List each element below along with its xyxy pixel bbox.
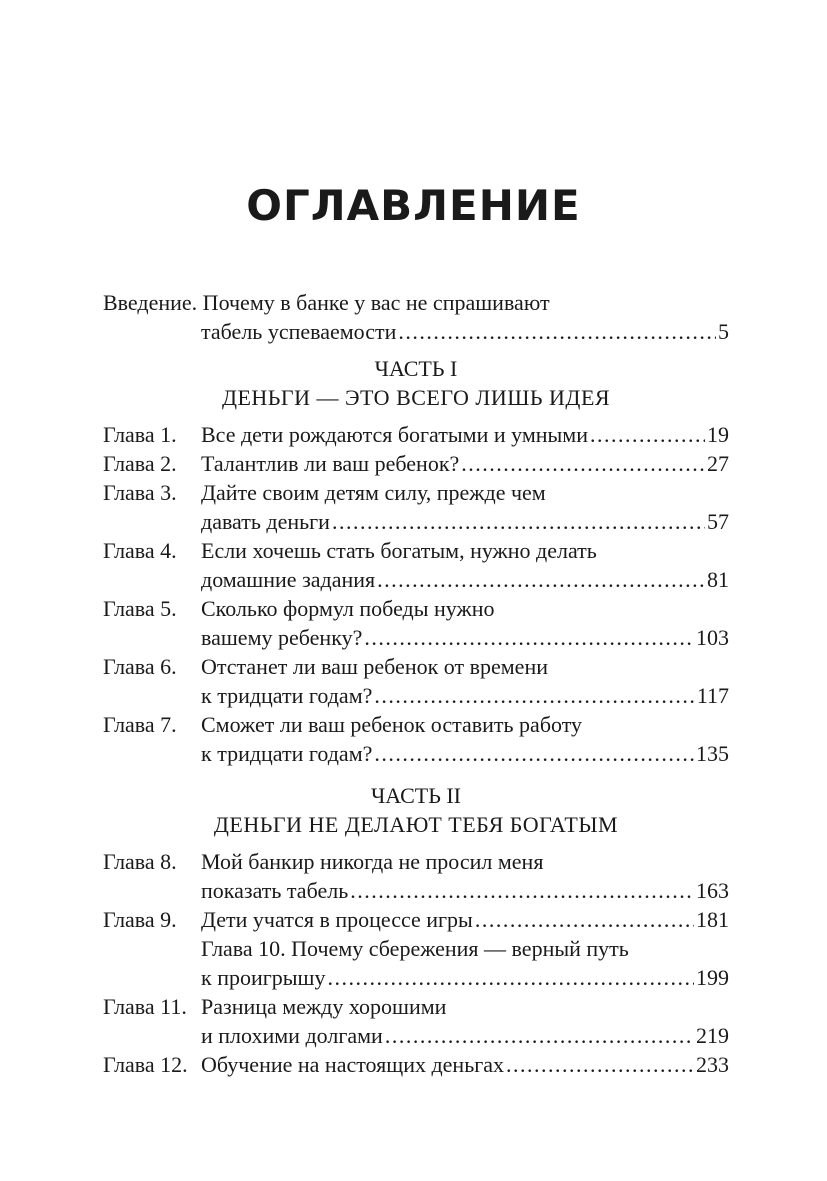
chapter-label: Глава 12.	[103, 1052, 188, 1077]
toc-entry-title-cont: показать табель	[201, 878, 349, 903]
toc-entry-title: Талантлив ли ваш ребенок?	[201, 451, 460, 476]
toc-entry-title: Дайте своим детям силу, прежде чем	[201, 480, 546, 505]
toc-page-number: 163	[696, 878, 729, 903]
page-title: ОГЛАВЛЕНИЕ	[246, 181, 581, 230]
toc-entry-chapter[interactable]	[103, 1050, 729, 1079]
leader-dots	[590, 420, 705, 449]
toc-entry-chapter[interactable]	[103, 536, 729, 594]
toc-entry-title-cont: табель успеваемости	[201, 319, 397, 344]
part-number: ЧАСТЬ II	[371, 783, 461, 808]
leader-dots	[385, 1021, 694, 1050]
leader-dots	[377, 565, 705, 594]
toc-entry-title-cont: к тридцати годам?	[201, 741, 373, 766]
toc-entry-title: Введение. Почему в банке у вас не спрашивают	[103, 290, 550, 315]
toc-page-number: 199	[696, 965, 729, 990]
part-title: ДЕНЬГИ — ЭТО ВСЕГО ЛИШЬ ИДЕЯ	[221, 385, 611, 410]
toc-page-number: 135	[696, 741, 729, 766]
chapter-label: Глава 5.	[103, 596, 177, 621]
toc-entry-title-cont: и плохими долгами	[201, 1023, 383, 1048]
toc-page-number: 27	[707, 451, 729, 476]
toc-entry-title-cont: к проигрышу	[201, 965, 326, 990]
toc-entry-chapter[interactable]	[103, 420, 729, 449]
leader-dots	[374, 739, 694, 768]
toc-page-number: 57	[707, 509, 729, 534]
toc-page-number: 81	[707, 567, 729, 592]
toc-entry-intro[interactable]	[103, 288, 729, 346]
leader-dots	[364, 623, 694, 652]
toc-entry-chapter[interactable]	[103, 478, 729, 536]
part-number: ЧАСТЬ I	[374, 356, 458, 381]
leader-dots	[350, 876, 694, 905]
chapter-label: Глава 9.	[103, 907, 177, 932]
toc-page-number: 19	[707, 422, 729, 447]
leader-dots	[506, 1050, 694, 1079]
toc-page-number: 103	[696, 625, 729, 650]
toc-entry-title: Сможет ли ваш ребенок оставить работу	[201, 712, 583, 737]
toc-entry-chapter[interactable]	[103, 934, 729, 992]
chapter-label: Глава 1.	[103, 422, 177, 447]
toc-entry-title: Если хочешь стать богатым, нужно делать	[201, 538, 597, 563]
toc-entry-title: Глава 10. Почему сбережения — верный путь	[201, 936, 629, 961]
table-of-contents	[103, 288, 729, 1079]
leader-dots	[327, 963, 694, 992]
toc-page-number: 117	[696, 683, 729, 708]
toc-entry-title-cont: вашему ребенку?	[201, 625, 363, 650]
leader-dots	[398, 317, 716, 346]
toc-entry-chapter[interactable]	[103, 847, 729, 905]
toc-page-number: 219	[696, 1023, 729, 1048]
leader-dots	[332, 507, 705, 536]
toc-entry-title: Все дети рождаются богатыми и умными	[201, 422, 588, 447]
toc-entry-title: Дети учатся в процессе игры	[201, 907, 473, 932]
toc-entry-title: Сколько формул победы нужно	[201, 596, 495, 621]
part-heading	[103, 781, 729, 839]
toc-page-number: 233	[696, 1052, 729, 1077]
part-title: ДЕНЬГИ НЕ ДЕЛАЮТ ТЕБЯ БОГАТЫМ	[213, 812, 619, 837]
toc-entry-title: Обучение на настоящих деньгах	[201, 1052, 505, 1077]
toc-entry-chapter[interactable]	[103, 905, 729, 934]
toc-entry-line	[103, 288, 729, 317]
toc-entry-title: Разница между хорошими	[201, 994, 447, 1019]
toc-entry-chapter[interactable]	[103, 652, 729, 710]
chapter-label: Глава 3.	[103, 480, 177, 505]
leader-dots	[475, 905, 694, 934]
chapter-label: Глава 6.	[103, 654, 177, 679]
chapter-label: Глава 11.	[103, 994, 187, 1019]
toc-page-number: 5	[718, 319, 729, 344]
chapter-label: Глава 8.	[103, 849, 177, 874]
toc-entry-chapter[interactable]	[103, 710, 729, 768]
leader-dots	[461, 449, 705, 478]
toc-entry-title-cont: к тридцати годам?	[201, 683, 373, 708]
toc-entry-title: Мой банкир никогда не просил меня	[201, 849, 544, 874]
toc-entry-chapter[interactable]	[103, 449, 729, 478]
toc-entry-title-cont: домашние задания	[201, 567, 376, 592]
chapter-label: Глава 4.	[103, 538, 177, 563]
part-heading	[103, 354, 729, 412]
chapter-label: Глава 7.	[103, 712, 177, 737]
toc-entry-line	[103, 317, 729, 346]
chapter-label: Глава 2.	[103, 451, 177, 476]
toc-entry-chapter[interactable]	[103, 594, 729, 652]
toc-page-number: 181	[696, 907, 729, 932]
leader-dots	[374, 681, 694, 710]
toc-entry-title-cont: давать деньги	[201, 509, 330, 534]
toc-entry-chapter[interactable]	[103, 992, 729, 1050]
toc-entry-title: Отстанет ли ваш ребенок от времени	[201, 654, 548, 679]
